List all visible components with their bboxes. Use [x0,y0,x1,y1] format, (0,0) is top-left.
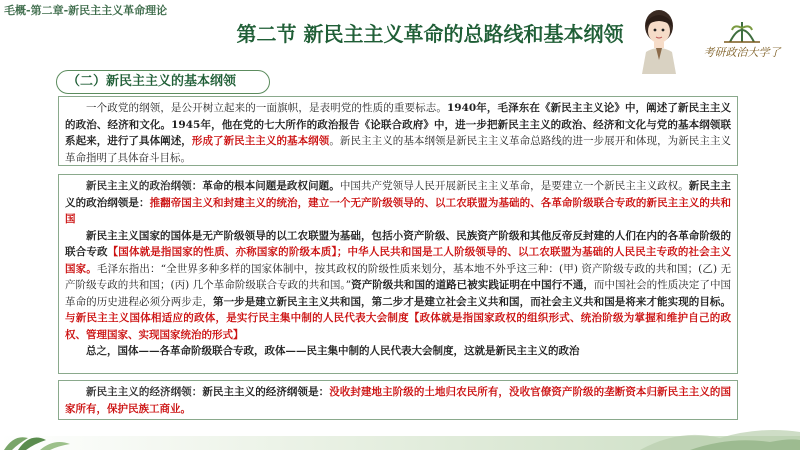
political-program-box [58,174,738,374]
logo-icon [690,14,794,46]
political-p2-red2: 与新民主主义国体相适应的政体，是实行民主集中制的人民代表大会制度【政体就是指国家政权的组织形式、统治阶级为掌握和维护自己的政权、管理国家、实现国家统治的形式】 [65,312,731,341]
intro-text-2: 1940年，毛泽东在《新民主主义论》中，阐述了新民主主义的政治、经济和文化。1945年，他在党的七大所作的政治报告《论联合政府》中，进一步把新民主主义的政治、经济和文化与党的基本纲领联系起来，进行了具体阐述， [65,102,731,147]
political-label: 新民主主义的政治纲领： [86,180,203,192]
intro-text-1: 一个政党的纲领，是公开树立起来的一面旗帜，是表明党的性质的重要标志。 [86,102,447,114]
avatar [636,4,682,74]
political-p3-bold: 总之，国体——各革命阶级联合专政，政体——民主集中制的人民代表大会制度，这就是新民主主义的政治 [86,345,580,357]
political-p1-bold: 革命的根本问题是政权问题。 [202,180,340,192]
economic-paragraph [65,384,731,417]
ink-wash-decoration [620,420,800,450]
logo-text: 考研政治大学了 [703,46,781,59]
political-p1-red: 推翻帝国主义和封建主义的统治，建立一个无产阶级领导的、以工农联盟为基础的、各革命阶级联合专政的新民主主义的共和国 [65,196,732,225]
political-p2-text2: 而中国社会的性质决定了中国革命的历史进程必须分两步走， [65,279,732,308]
political-p2-bold3: 第一步是建立新民主主义共和国，第二步才是建立社会主义共和国，而社会主义共和国是将来才能实现的目标。 [213,295,731,308]
political-p2-text: 毛泽东指出：“全世界多种多样的国家体制中，按其政权的阶级性质来划分，基本地不外乎这三种：(甲) 资产阶级专政的共和国；(乙) 无产阶级专政的共和国；(丙) 几个革命阶级联合专政的共和国。” [65,262,732,291]
political-paragraph-3 [65,343,731,360]
political-p2-red: 【国体就是指国家的性质、亦称国家的阶级本质】；中华人民共和国是工人阶级领导的、以工农联盟为基础的人民民主专政的社会主义国家。 [65,246,732,275]
intro-text-4: 。新民主主义的基本纲领是新民主主义革命总路线的进一步展开和体现，为新民主主义革命指明了具体奋斗目标。 [65,135,732,164]
section-heading: （二）新民主主义的基本纲领 [56,70,270,94]
political-p1-text: 中国共产党领导人民开展新民主主义革命，是要建立一个新民主主义政权。 [339,180,689,192]
political-paragraph-2 [65,228,731,344]
leaf-decoration-icon [0,428,120,450]
economic-bold: 新民主主义的经济纲领是： [202,386,330,398]
intro-highlight: 形成了新民主主义的基本纲领 [191,135,330,147]
page-title: 第二节 新民主主义革命的总路线和基本纲领 [236,22,624,46]
political-paragraph-1 [65,178,731,228]
breadcrumb: 毛概-第二章-新民主主义革命理论 [4,4,168,17]
political-p2-bold2: 资产阶级共和国的道路已被实践证明在中国行不通， [351,279,594,291]
economic-red: 没收封建地主阶级的土地归农民所有，没收官僚资产阶级的垄断资本归新民主主义的国家所有，保护民族工商业。 [65,386,732,415]
intro-paragraph [65,100,731,166]
economic-label: 新民主主义的经济纲领： [86,386,203,398]
economic-program-box [58,380,738,420]
logo [690,14,794,62]
intro-box [58,96,738,166]
political-p1-bold2: 新民主主义的政治纲领是： [65,180,732,209]
political-p2-bold: 新民主主义国家的国体是无产阶级领导的以工农联盟为基础，包括小资产阶级、民族资产阶级和其他反帝反封建的人们在内的各革命阶级的联合专政 [65,229,731,258]
